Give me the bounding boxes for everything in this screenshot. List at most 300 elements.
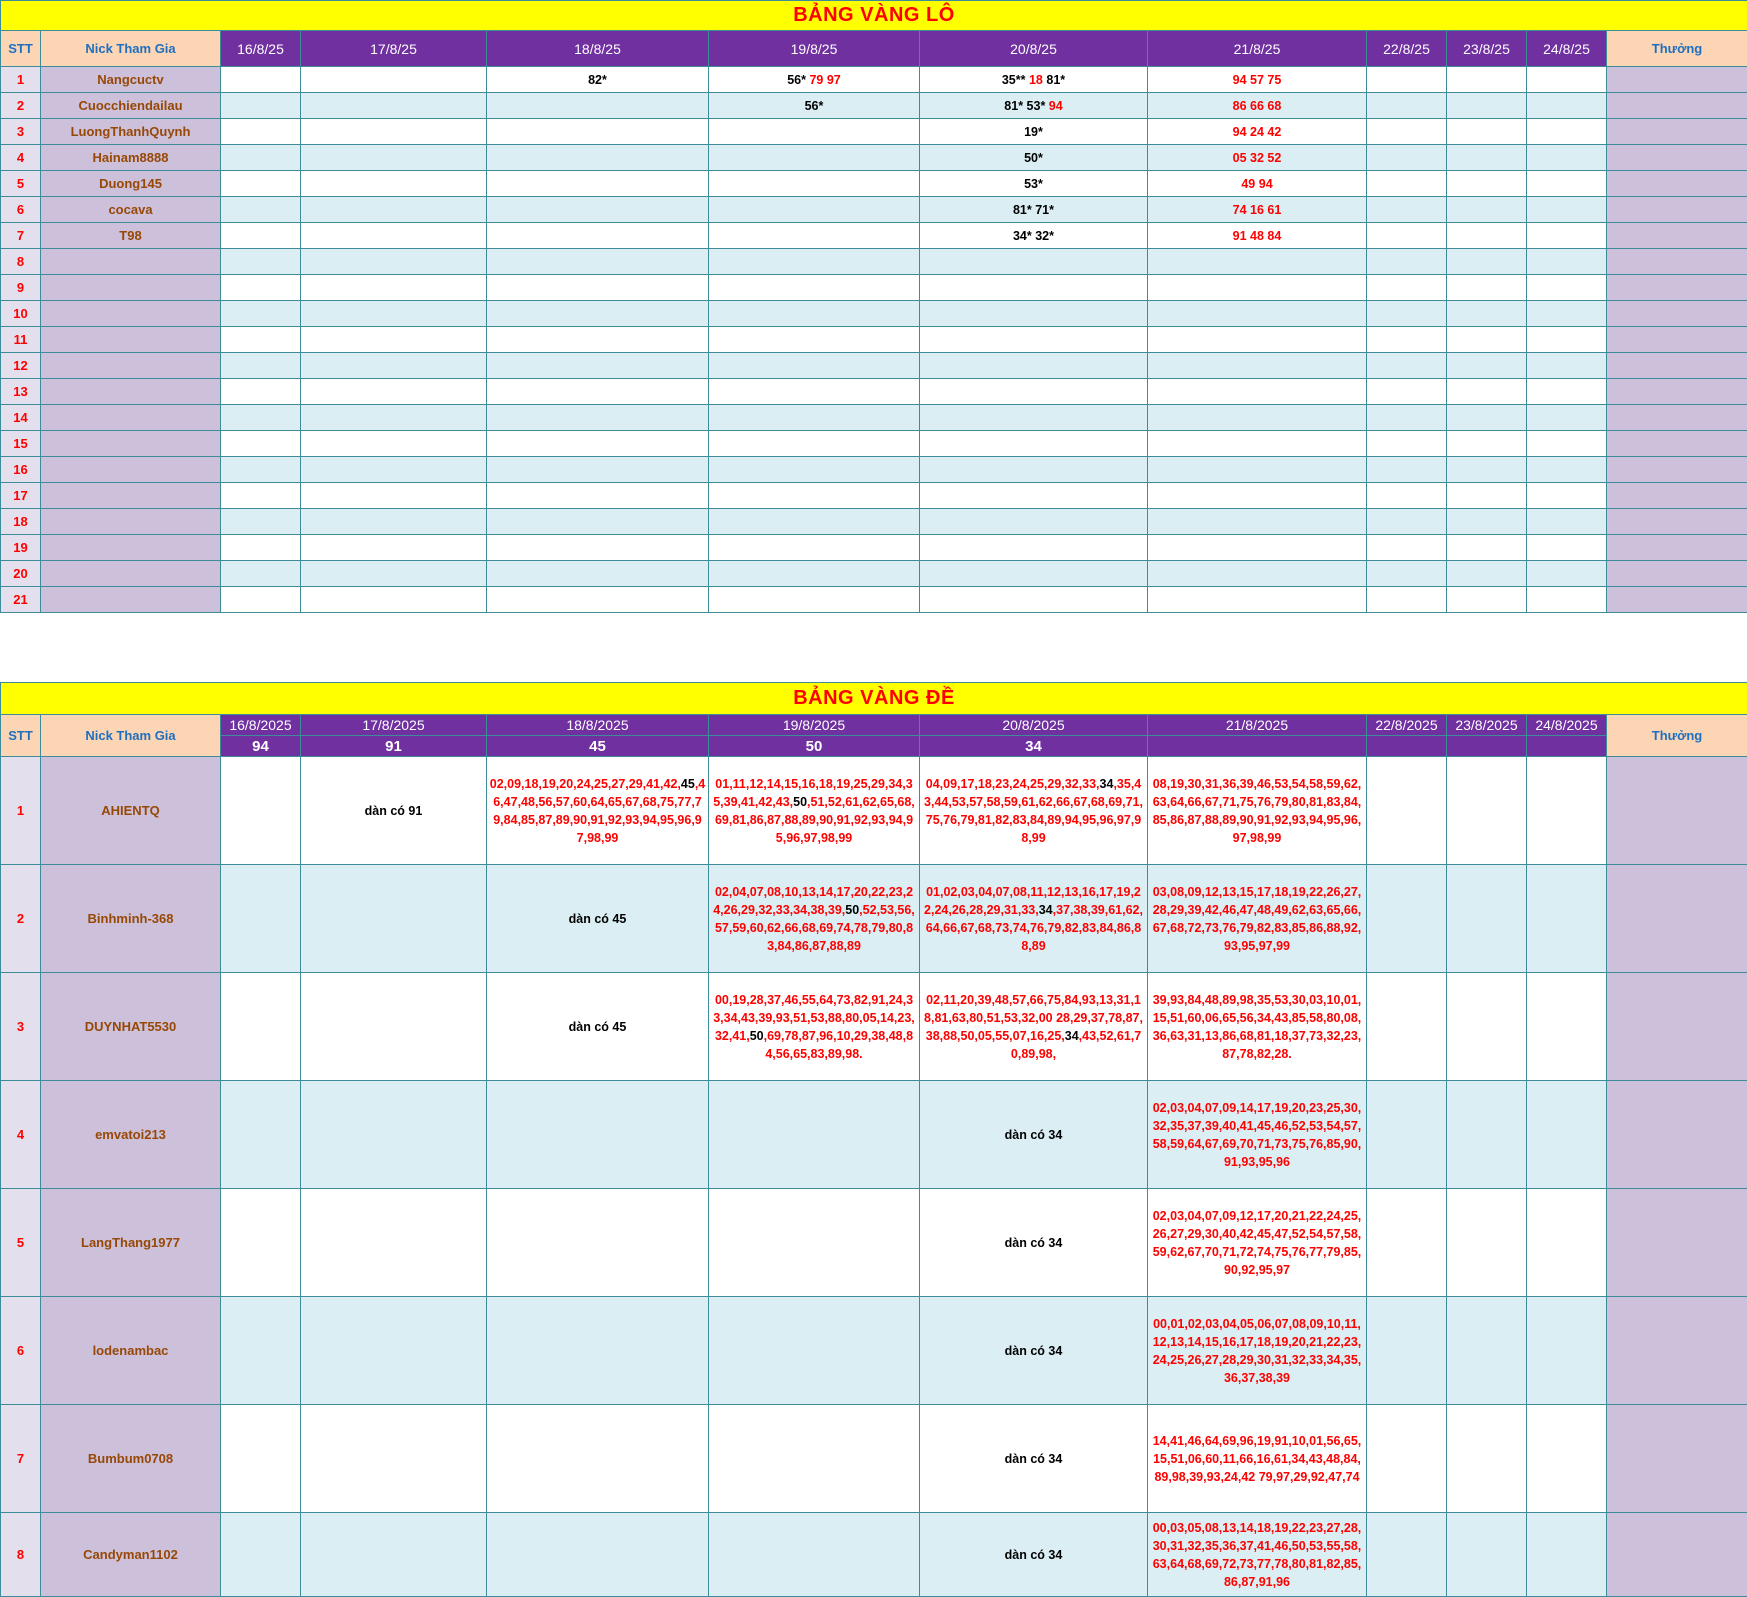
date-cell [709,67,920,93]
nick-cell: lodenambac [41,1297,221,1405]
date-cell [301,1189,487,1297]
lo-row [1,249,1747,275]
date-cell [1447,587,1527,613]
nick-cell [41,405,221,431]
date-cell [920,145,1148,171]
date-header: 18/8/2025 [487,715,709,736]
date-cell [1447,223,1527,249]
result-number: 45 [487,736,709,757]
date-cell [709,865,920,973]
lo-row [1,483,1747,509]
highlight-number: 50* [1024,150,1043,165]
thuong-cell [1607,119,1747,145]
date-header: 21/8/2025 [1148,715,1367,736]
nick-cell [41,457,221,483]
number-list: 02,04,07,08,10,13,14,17,20,22,23,24,26,29,32,33,34,38,39, [713,884,914,917]
date-cell [1367,1405,1447,1513]
cell-text [920,1342,1147,1360]
date-cell [1527,865,1607,973]
date-cell [1367,1297,1447,1405]
date-cell [1367,865,1447,973]
date-cell [487,405,709,431]
lo-row [1,171,1747,197]
date-cell [301,1513,487,1597]
number-list: ,69,78,87,96,10,29,38,48,84,56,65,83,89,98. [763,1028,914,1061]
date-header: 19/8/25 [709,31,920,67]
date-cell [1527,93,1607,119]
cell-text [709,883,919,955]
date-cell [1527,379,1607,405]
date-cell [920,535,1148,561]
thuong-cell [1607,1081,1747,1189]
cell-text [920,1126,1147,1144]
date-cell [487,67,709,93]
date-cell [487,275,709,301]
stt-cell: 16 [1,457,41,483]
nick-cell [41,301,221,327]
number-list: 04,09,17,18,23,24,25,29,32,33, [925,776,1100,791]
date-cell [1367,93,1447,119]
highlight-number: 45 [680,776,695,791]
date-cell [1447,301,1527,327]
result-number: 34 [920,736,1148,757]
de-header-row [1,715,1747,736]
date-cell [920,865,1148,973]
date-header: 17/8/25 [301,31,487,67]
lo-row [1,327,1747,353]
date-cell [1367,67,1447,93]
date-cell [1447,405,1527,431]
dan-co-note: dàn có 34 [1004,1235,1063,1250]
date-cell [920,1081,1148,1189]
number-list: 14,41,46,64,69,96,19,91,10,01,56,65,15,51,06,60,11,66,16,61,34,43,48,84,89,98,39,93,24,42 79,97,29,92,47,74 [1152,1433,1362,1484]
date-cell [1148,353,1367,379]
date-cell [487,353,709,379]
date-cell [1367,275,1447,301]
stt-cell: 21 [1,587,41,613]
date-cell [221,973,301,1081]
date-cell [1527,509,1607,535]
thuong-cell [1607,405,1747,431]
date-cell [1447,561,1527,587]
date-cell [301,197,487,223]
date-header: 24/8/25 [1527,31,1607,67]
de-row [1,973,1747,1081]
nick-cell: Duong145 [41,171,221,197]
number-list: 02,03,04,07,09,12,17,20,21,22,24,25,26,27,29,30,40,42,45,47,52,54,57,58,59,62,67,70,71,72,74,75,76,77,79,85,90,92,95,97 [1152,1208,1362,1277]
number-list: 02,03,04,07,09,14,17,19,20,23,25,30,32,35,37,39,40,41,45,46,52,53,54,57,58,59,64,67,69,70,71,73,75,76,85,90,91,93,95,96 [1152,1100,1362,1169]
date-cell [709,275,920,301]
date-cell [487,379,709,405]
date-cell [1148,379,1367,405]
date-cell [1148,93,1367,119]
thuong-cell [1607,67,1747,93]
date-cell [1367,973,1447,1081]
number-list: 00,01,02,03,04,05,06,07,08,09,10,11,12,13,14,15,16,17,18,19,20,21,22,23,24,25,26,27,28,29,30,31,32,33,34,35,36,37,38,39 [1152,1316,1362,1385]
highlight-number: 35** [1001,72,1026,87]
highlight-number: 82* [588,72,607,87]
thuong-cell [1607,973,1747,1081]
de-row [1,1513,1747,1597]
de-row [1,865,1747,973]
date-cell [1367,757,1447,865]
number-list: 94 [1045,98,1063,113]
nick-cell: LuongThanhQuynh [41,119,221,145]
date-cell [221,353,301,379]
number-list: 00,19,28,37,46,55,64,73,82,91,24,33,34,43,39,93,51,53,88,80,05,14,23,32,41, [713,992,915,1043]
date-cell [301,587,487,613]
date-cell [920,67,1148,93]
date-header: 23/8/2025 [1447,715,1527,736]
bang-vang-lo-table [0,0,1747,613]
de-title-row [1,683,1747,715]
date-cell [709,223,920,249]
date-cell [221,1189,301,1297]
stt-cell: 6 [1,197,41,223]
number-list: ,46,47,48,56,57,60,64,65,67,68,75,77,79,84,85,87,89,90,91,92,93,94,95,96,97,98,99 [493,776,706,845]
number-list: 94 24 42 [1232,124,1282,139]
thuong-cell [1607,457,1747,483]
cell-text [1148,883,1366,955]
date-cell [301,353,487,379]
dan-co-note: dàn có 91 [364,803,423,818]
date-cell [1527,197,1607,223]
date-cell [301,93,487,119]
nick-cell [41,483,221,509]
date-cell [301,561,487,587]
highlight-number: 34 [1099,776,1114,791]
date-cell [1527,145,1607,171]
cell-text [920,883,1147,955]
stt-cell: 14 [1,405,41,431]
thuong-cell [1607,757,1747,865]
date-cell [301,483,487,509]
date-cell [221,1297,301,1405]
cell-text [920,991,1147,1063]
date-cell [487,1513,709,1597]
number-list: 86 66 68 [1232,98,1282,113]
date-cell [1367,1189,1447,1297]
date-cell [1367,119,1447,145]
date-cell [1447,197,1527,223]
date-header: 20/8/25 [920,31,1148,67]
date-cell [301,301,487,327]
date-header: 23/8/25 [1447,31,1527,67]
date-cell [301,457,487,483]
highlight-number: 81* 53* [1004,98,1046,113]
date-cell [709,119,920,145]
date-cell [920,973,1148,1081]
date-cell [920,223,1148,249]
dan-co-note: dàn có 34 [1004,1343,1063,1358]
number-list: 08,19,30,31,36,39,46,53,54,58,59,62,63,64,66,67,71,75,76,79,80,81,83,84,85,86,87,88,89,90,91,92,93,94,95,96,97,98,99 [1152,776,1362,845]
date-cell [1527,301,1607,327]
date-cell [487,757,709,865]
stt-cell: 13 [1,379,41,405]
highlight-number: 19* [1024,124,1043,139]
date-cell [1148,1405,1367,1513]
result-number [1527,736,1607,757]
thuong-cell [1607,145,1747,171]
date-cell [1527,1297,1607,1405]
number-list: 91 48 84 [1232,228,1282,243]
date-cell [920,249,1148,275]
date-cell [1148,587,1367,613]
stt-cell: 20 [1,561,41,587]
date-cell [487,145,709,171]
nick-cell [41,249,221,275]
lo-row [1,431,1747,457]
result-number [1148,736,1367,757]
date-cell [301,1297,487,1405]
date-cell [301,223,487,249]
date-cell [709,483,920,509]
number-list: 18 [1025,72,1043,87]
date-cell [487,457,709,483]
date-cell [301,535,487,561]
date-cell [301,249,487,275]
thuong-cell [1607,587,1747,613]
date-cell [920,93,1148,119]
dan-co-note: dàn có 34 [1004,1127,1063,1142]
date-cell [1527,535,1607,561]
stt-cell: 4 [1,1081,41,1189]
date-cell [221,379,301,405]
date-cell [1527,275,1607,301]
number-list: 02,11,20,39,48,57,66,75,84,93,13,31,18,81,63,80,51,53,32,00 28,29,37,78,87,38,88,50,05,55,07,16,25, [924,992,1143,1043]
date-cell [709,301,920,327]
highlight-number: 81* [1042,72,1066,87]
date-cell [487,561,709,587]
date-cell [709,171,920,197]
date-cell [1447,67,1527,93]
date-cell [221,1081,301,1189]
date-header: 18/8/25 [487,31,709,67]
thuong-cell [1607,431,1747,457]
date-header: 21/8/25 [1148,31,1367,67]
thuong-cell [1607,249,1747,275]
date-cell [709,1081,920,1189]
date-cell [301,431,487,457]
date-cell [1527,973,1607,1081]
date-cell [1148,457,1367,483]
date-cell [487,509,709,535]
highlight-number: 50 [749,1028,764,1043]
date-cell [221,1405,301,1513]
number-list: 79 97 [806,72,841,87]
number-list: 49 94 [1241,176,1273,191]
stt-cell: 1 [1,67,41,93]
thuong-cell [1607,353,1747,379]
thuong-cell [1607,171,1747,197]
date-cell [920,119,1148,145]
nick-cell: AHIENTQ [41,757,221,865]
date-header: 22/8/2025 [1367,715,1447,736]
number-list: ,43,52,61,70,89,98, [1010,1028,1142,1061]
date-cell [1447,1513,1527,1597]
number-list: 01,02,03,04,07,08,11,12,13,16,17,19,22,24,26,28,29,31,33, [924,884,1141,917]
highlight-number: 50 [845,902,860,917]
date-cell [1527,1513,1607,1597]
date-cell [1447,119,1527,145]
thuong-cell [1607,379,1747,405]
thuong-cell [1607,327,1747,353]
date-cell [301,379,487,405]
lo-row [1,353,1747,379]
stt-cell: 9 [1,275,41,301]
nick-cell [41,327,221,353]
nick-cell: Hainam8888 [41,145,221,171]
date-cell [920,431,1148,457]
highlight-number: 34* 32* [1012,228,1054,243]
cell-text [1148,991,1366,1063]
date-cell [709,509,920,535]
stt-cell: 5 [1,1189,41,1297]
date-cell [1447,973,1527,1081]
lo-row [1,67,1747,93]
date-cell [487,119,709,145]
lo-row [1,379,1747,405]
thuong-header: Thưởng [1607,715,1747,757]
date-cell [1148,197,1367,223]
date-cell [920,197,1148,223]
cell-text [1148,1099,1366,1171]
thuong-cell [1607,1189,1747,1297]
date-header: 22/8/25 [1367,31,1447,67]
stt-header: STT [1,715,41,757]
nick-cell [41,275,221,301]
date-cell [920,757,1148,865]
date-cell [301,509,487,535]
date-cell [1367,171,1447,197]
date-cell [709,1189,920,1297]
date-cell [1367,405,1447,431]
highlight-number: 50 [793,794,808,809]
date-cell [1367,587,1447,613]
stt-cell: 11 [1,327,41,353]
thuong-cell [1607,535,1747,561]
lo-row [1,197,1747,223]
dan-co-note: dàn có 34 [1004,1547,1063,1562]
date-cell [301,973,487,1081]
nick-header: Nick Tham Gia [41,31,221,67]
de-result-row [1,736,1747,757]
date-cell [920,301,1148,327]
date-cell [1367,223,1447,249]
date-cell [1447,171,1527,197]
date-cell [1367,509,1447,535]
date-cell [487,1405,709,1513]
date-cell [1148,405,1367,431]
date-cell [1447,353,1527,379]
result-number: 50 [709,736,920,757]
nick-cell [41,379,221,405]
result-number: 94 [221,736,301,757]
date-cell [1148,973,1367,1081]
date-cell [1527,431,1607,457]
nick-cell [41,431,221,457]
nick-cell [41,509,221,535]
number-list: ,52,53,56,57,59,60,62,66,68,69,74,78,79,80,83,84,86,87,88,89 [714,902,915,953]
date-cell [301,171,487,197]
date-cell [221,145,301,171]
date-cell [487,327,709,353]
date-cell [1527,1189,1607,1297]
date-cell [709,93,920,119]
number-list: 01,11,12,14,15,16,18,19,25,29,34,35,39,41,42,43, [713,776,913,809]
date-cell [709,197,920,223]
date-cell [709,431,920,457]
stt-cell: 10 [1,301,41,327]
date-header: 20/8/2025 [920,715,1148,736]
date-cell [1367,145,1447,171]
date-cell [709,587,920,613]
date-cell [709,379,920,405]
lo-row [1,223,1747,249]
date-cell [1447,93,1527,119]
date-cell [487,431,709,457]
date-cell [487,1297,709,1405]
date-cell [1527,483,1607,509]
date-cell [1447,1297,1527,1405]
date-cell [709,327,920,353]
result-number: 91 [301,736,487,757]
cell-text [920,1234,1147,1252]
date-cell [709,973,920,1081]
date-cell [1148,1513,1367,1597]
date-cell [221,865,301,973]
lo-row [1,93,1747,119]
lo-row [1,509,1747,535]
date-cell [920,405,1148,431]
stt-cell: 7 [1,223,41,249]
date-cell [1447,457,1527,483]
stt-cell: 5 [1,171,41,197]
nick-cell: Binhminh-368 [41,865,221,973]
date-cell [1447,249,1527,275]
date-header: 24/8/2025 [1527,715,1607,736]
highlight-number: 56* [787,72,806,87]
date-cell [1447,275,1527,301]
date-cell [301,1405,487,1513]
number-list: 74 16 61 [1232,202,1282,217]
date-cell [709,353,920,379]
date-cell [1148,119,1367,145]
nick-cell: T98 [41,223,221,249]
date-cell [920,457,1148,483]
date-cell [920,1297,1148,1405]
date-cell [301,757,487,865]
date-cell [221,457,301,483]
thuong-cell [1607,1513,1747,1597]
nick-cell: Cuocchiendailau [41,93,221,119]
stt-cell: 2 [1,93,41,119]
date-cell [920,1513,1148,1597]
date-cell [221,67,301,93]
date-cell [1367,353,1447,379]
number-list: ,37,38,39,61,62,64,66,67,68,73,74,76,79,82,83,84,86,88,89 [925,902,1143,953]
date-cell [709,405,920,431]
lo-row [1,535,1747,561]
highlight-number: 56* [804,98,824,113]
stt-cell: 15 [1,431,41,457]
de-row [1,757,1747,865]
date-cell [301,865,487,973]
date-cell [487,249,709,275]
date-cell [920,561,1148,587]
date-cell [221,301,301,327]
nick-cell [41,587,221,613]
